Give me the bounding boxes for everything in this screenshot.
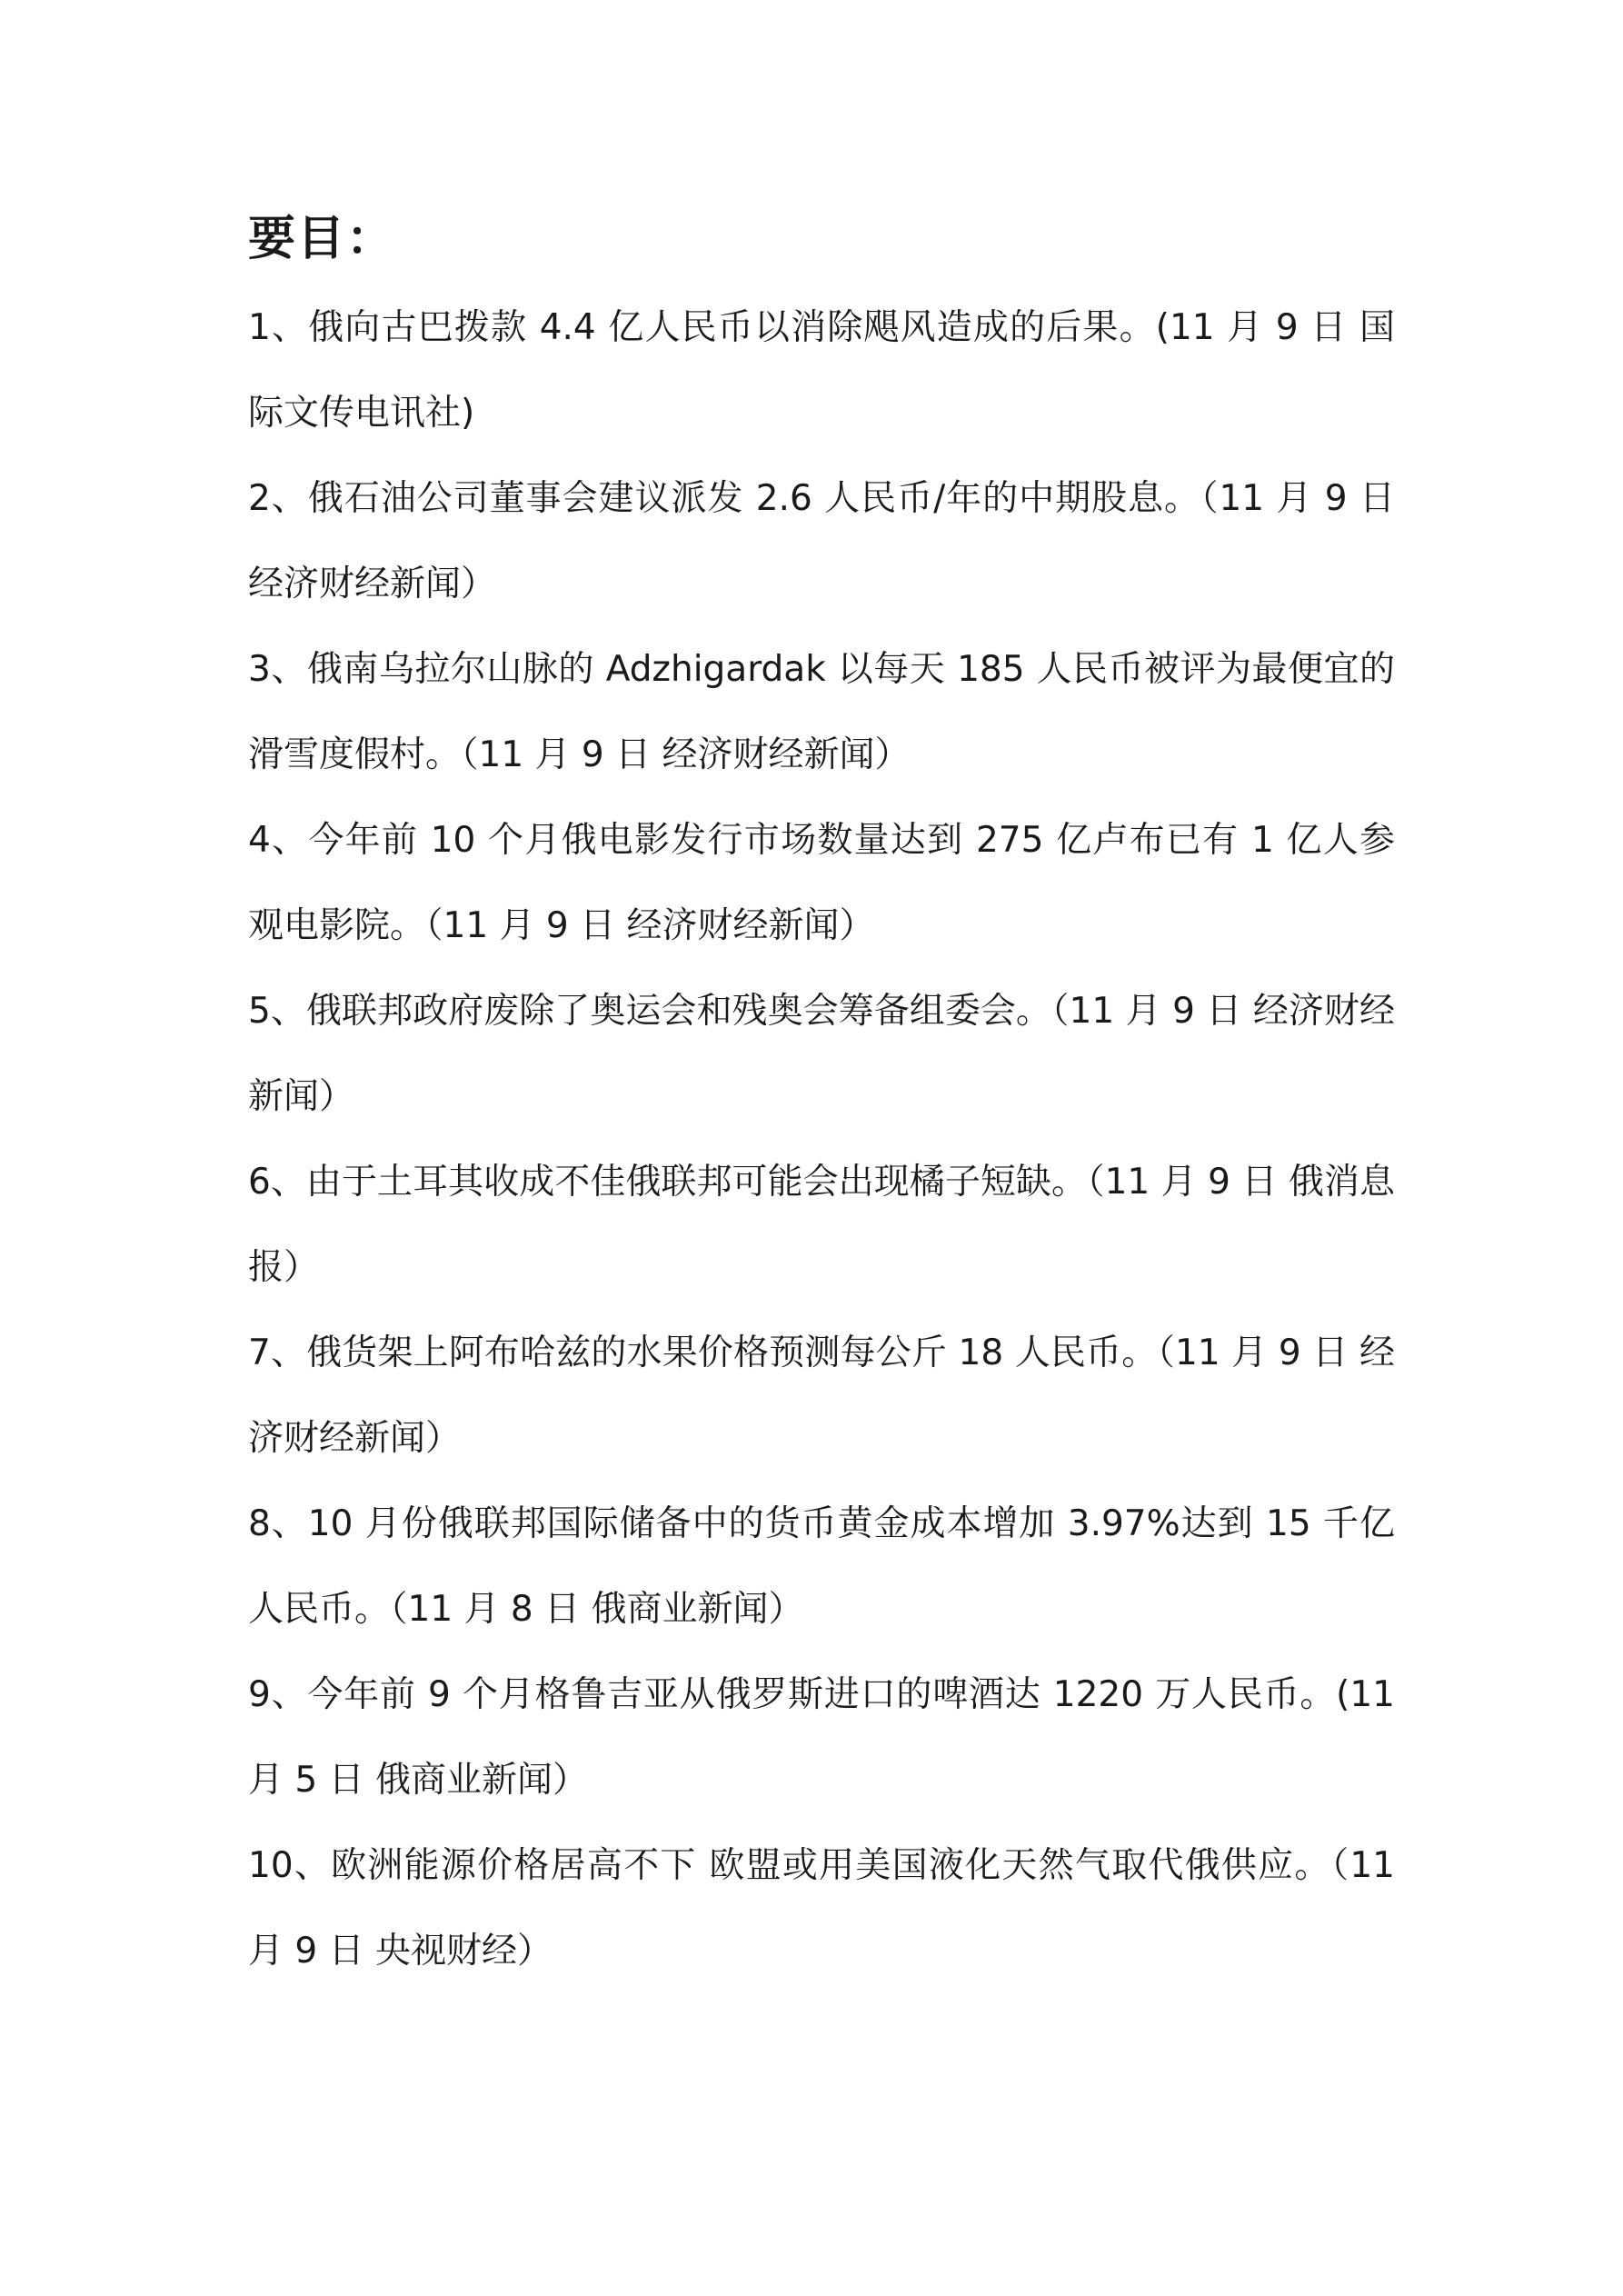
news-item-1: 1、俄向古巴拨款 4.4 亿人民币以消除飓风造成的后果。(11 月 9 日 国际文传电讯社) (248, 307, 1395, 434)
news-item-6: 6、由于土耳其收成不佳俄联邦可能会出现橘子短缺。（11 月 9 日 俄消息报） (248, 1162, 1395, 1288)
news-item-7: 7、俄货架上阿布哈兹的水果价格预测每公斤 18 人民币。（11 月 9 日 经济财经新闻） (248, 1333, 1395, 1459)
news-item-10: 10、欧洲能源价格居高不下 欧盟或用美国液化天然气取代俄供应。（11 月 9 日 央视财经） (248, 1845, 1395, 1972)
news-item-3: 3、俄南乌拉尔山脉的 Adzhigardak 以每天 185 人民币被评为最便宜的滑雪度假村。（11 月 9 日 经济财经新闻） (248, 649, 1395, 775)
news-item-9: 9、今年前 9 个月格鲁吉亚从俄罗斯进口的啤酒达 1220 万人民币。(11 月 5 日 俄商业新闻） (248, 1674, 1395, 1801)
document-body (248, 207, 1395, 1994)
news-item-5: 5、俄联邦政府废除了奥运会和残奥会筹备组委会。（11 月 9 日 经济财经新闻） (248, 991, 1395, 1117)
news-item-8: 8、10 月份俄联邦国际储备中的货币黄金成本增加 3.97%达到 15 千亿人民币。（11 月 8 日 俄商业新闻） (248, 1503, 1395, 1630)
page-title: 要目： (248, 212, 396, 266)
news-item-4: 4、今年前 10 个月俄电影发行市场数量达到 275 亿卢布已有 1 亿人参观电影院。（11 月 9 日 经济财经新闻） (248, 820, 1395, 946)
news-item-2: 2、俄石油公司董事会建议派发 2.6 人民币/年的中期股息。（11 月 9 日 经济财经新闻） (248, 478, 1395, 604)
